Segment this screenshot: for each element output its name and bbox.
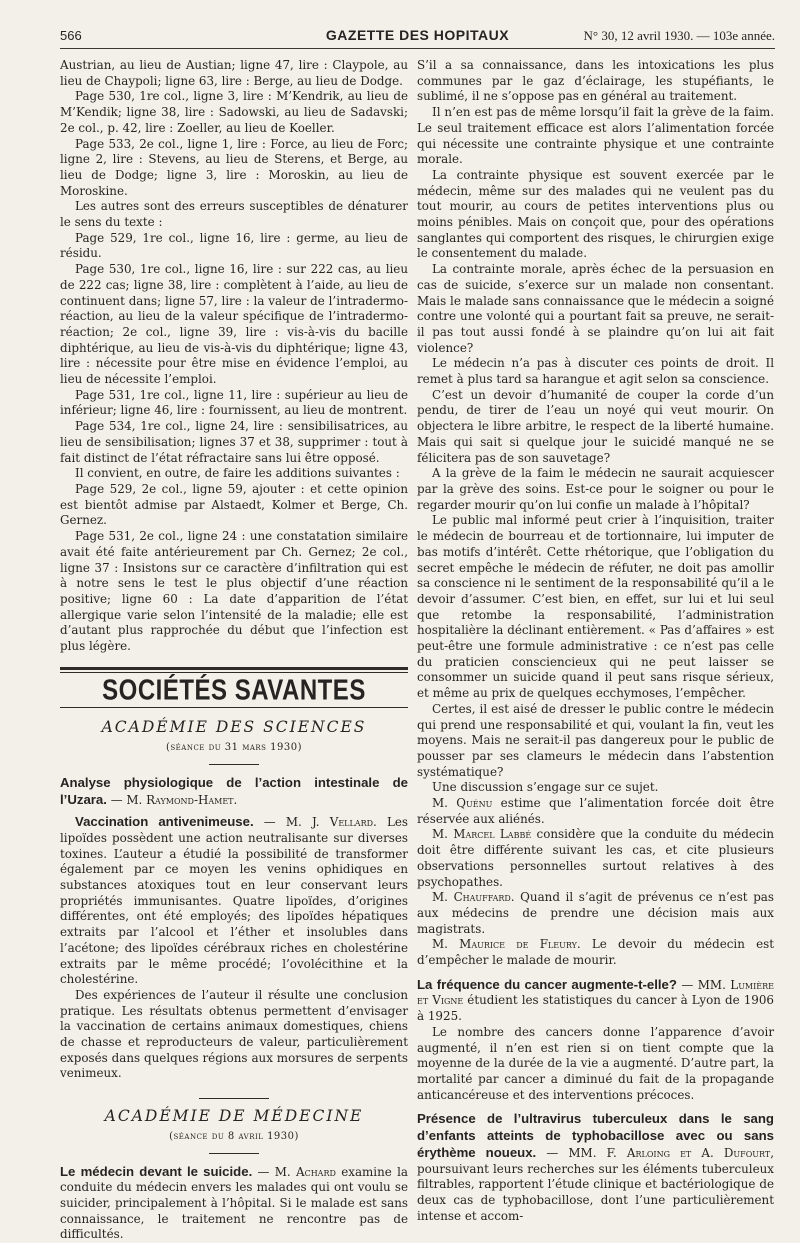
academy-medicine-title: ACADÉMIE DE MÉDECINE: [104, 1107, 364, 1126]
section-rule-top: [60, 667, 408, 673]
paragraph-text: Les autres sont des erreurs susceptibles de dénaturer le sens du texte :: [60, 199, 408, 230]
academy-sciences-title: ACADÉMIE DES SCIENCES: [101, 718, 367, 737]
right_column-paragraph: [417, 58, 774, 105]
right_column-paragraph: [417, 262, 774, 356]
journal-title: GAZETTE DES HOPITAUX: [325, 27, 510, 43]
short-rule: [209, 1153, 259, 1154]
article-vaccination-title: Vaccination antivenimeuse.: [75, 814, 254, 830]
paragraph-text: Page 529, 2e col., ligne 59, ajouter : et cette opinion est bientôt admise par Alstaedt, Kolmer et Berge, Ch. Gernez.: [60, 481, 408, 528]
left_column-paragraph: [60, 89, 408, 136]
left_column-paragraph: [60, 388, 408, 419]
paragraph-text: Page 530, 1re col., ligne 3, lire : M’Kendrik, au lieu de M’Kendik; ligne 38, lire : Sadowski, au lieu de Sadavski; 2e col., p. 42, lire : Zoeller, au lieu de Koeller.: [60, 89, 408, 135]
left_column-paragraph: [60, 529, 408, 655]
short-rule: [199, 1098, 269, 1099]
paragraph-text: A la grève de la faim le médecin ne saurait acquiescer par la grève des soins. Est-ce pour le soigner ou pour le regarder mourir qu’on lui confie un malade à l’hôpital?: [417, 466, 774, 512]
article-cancer-title: La fréquence du cancer augmente-t-elle?: [417, 976, 677, 992]
left_column-paragraph: [60, 482, 408, 529]
running-head: [60, 24, 775, 49]
paragraph-text: C’est un devoir d’humanité de couper la corde d’un pendu, de tirer de l’eau un noyé qui veut mourir. On objectera le libre arbitre, le respect de la liberté humaine. Mais qui sait si quelque jour le suicidé manqué ne se félicitera pas de son sauvetage?: [417, 387, 774, 465]
left_column-paragraph: [60, 231, 408, 262]
short-rule: [209, 764, 259, 765]
speaker-name: M. Marcel Labbé: [432, 827, 532, 842]
article-suicide-text: examine la conduite du médecin envers les malades qui ont voulu se suicider, principalement à l’hôpital. Si le malade est sans connaissance, le traitement ne rencontre pas de difficultés.: [60, 1164, 408, 1242]
right_column-paragraph: [417, 168, 774, 262]
speaker-name: M. Quénu: [432, 796, 493, 811]
speaker-name: M. Chauffard.: [432, 890, 515, 905]
article-uzara: [60, 775, 408, 808]
paragraph-text: Le médecin n’a pas à discuter ces points de droit. Il remet à plus tard sa harangue et agit selon sa conscience.: [417, 356, 774, 387]
right_column-paragraph: [417, 356, 774, 387]
paragraph-text: Page 533, 2e col., ligne 1, lire : Force, au lieu de Forc; ligne 2, lire : Stevens, au lieu de Sterens, et Berge, au lieu de Dodge; ligne 3, lire : Moroskin, au lieu de Moroskine.: [60, 136, 408, 198]
article-suicide-author: — M. Achard: [257, 1164, 336, 1179]
left_column-paragraph: [60, 137, 408, 200]
article-ultravirus: [417, 1111, 774, 1224]
article-suicide: [60, 1164, 408, 1243]
paragraph-text: Austrian, au lieu de Austian; ligne 47, lire : Claypole, au lieu de Chaypoli; ligne 63, lire : Berge, au lieu de Dodge.: [60, 58, 408, 88]
right_column-paragraph: [417, 890, 774, 937]
article-ultravirus-text: poursuivant leurs recherches sur les éléments tuberculeux filtrables, rapportent l’étude clinique et bactériologique de deux cas de typhobacillose, dont l’une particulièrement intense et accom-: [417, 1161, 774, 1223]
article-vaccination: [60, 814, 408, 988]
paragraph-text: estime que l’alimentation forcée doit être réservée aux aliénés.: [417, 796, 774, 826]
paragraph-text: Il convient, en outre, de faire les additions suivantes :: [75, 466, 400, 481]
left_column-paragraph: [60, 199, 408, 230]
academy-sciences-seance: (séance du 31 mars 1930): [165, 742, 303, 754]
left-column: [60, 58, 408, 1243]
section-rule-bottom: [60, 707, 408, 708]
article-vaccination-conclusion: Des expériences de l’auteur il résulte une conclusion pratique. Les résultats obtenus permettent d’envisager la vaccination de certains animaux domestiques, chiens de chasse et reproducteurs de valeur, particulièrement exposés dans quelques régions aux morsures de serpents venimeux.: [60, 987, 408, 1081]
paragraph-text: Il n’en est pas de même lorsqu’il fait la grève de la faim. Le seul traitement efficace est alors l’alimentation forcée qui nécessite une contrainte physique et une contrainte morale.: [417, 105, 774, 167]
article-cancer: [417, 977, 774, 1025]
right_column-paragraph: [417, 388, 774, 467]
left_column-paragraph: [60, 262, 408, 388]
right_column-paragraph: [417, 937, 774, 968]
paragraph-text: Une discussion s’engage sur ce sujet.: [432, 780, 659, 795]
speaker-name: M. Maurice de Fleury.: [432, 937, 581, 952]
paragraph-text: La contrainte physique est souvent exercée par le médecin, même sur des malades qui ne veulent pas du tout mourir, au cours de petites interventions plus ou moins pénibles. Mais on conçoit que, pour des opérations sanglantes qui comportent des risques, le chirurgien exige le consentement du malade.: [417, 167, 774, 261]
right_column-paragraph: [417, 466, 774, 513]
paragraph-text: Certes, il est aisé de dresser le public contre le médecin qui prend une responsabilité et qui, voulant la fin, veut les moyens. Mais ne serait-il pas dangereux pour le public de pousser par ses clameurs le médecin dans l’abstention systématique?: [417, 701, 774, 779]
paragraph-text: S’il a sa connaissance, dans les intoxications les plus communes par le gaz d’éclairage, les stupéfiants, le sublimé, il ne s’oppose pas en général au traitement.: [417, 58, 774, 104]
right_column-paragraph: [417, 702, 774, 781]
article-vaccination-text: Les lipoïdes possèdent une action neutralisante sur diverses toxines. L’auteur a étudié la possibilité de transformer également par ce moyen les venins ophidiques en substances atoxiques tout en leur conservant leurs propriétés immunisantes. Quatre lipoïdes, d’origines différentes, ont été employés; des lipoïdes hépatiques extraits par l’alcool et l’éther et insolubles dans l’acétone; des lipoïdes cérébraux riches en cholestérine extraits par le même procédé; l’ovolécithine et la cholestérine.: [60, 815, 409, 987]
page-number: 566: [60, 28, 82, 43]
right_column-paragraph: [417, 827, 774, 890]
article-ultravirus-title: Présence de l’ultravirus tuberculeux dans le sang d’enfants atteints de typhobacillose avec ou sans érythème noueux.: [417, 1111, 774, 1160]
paragraph-text: Page 531, 2e col., ligne 24 : une constatation similaire avait été faite antérieurement par Ch. Gernez; 2e col., ligne 37 : Insistons sur ce caractère d’infiltration qui est à notre sens le test le plus objectif d’une réaction positive; ligne 60 : La date d’apparition de l’état allergique varie selon l’intensité de la maladie; elle est d’autant plus rapprochée du début que l’infection est plus légère.: [60, 529, 408, 654]
article-uzara-title: Analyse physiologique de l’action intestinale de l’Uzara.: [60, 774, 408, 807]
academy-medicine-seance: (séance du 8 avril 1930): [169, 1130, 299, 1142]
article-cancer-more: Le nombre des cancers donne l’apparence d’avoir augmenté, il n’en est rien si on tient compte que la moyenne de la durée de la vie a augmenté. D’autre part, la mortalité par cancer a diminué du fait de la propagande anticancéreuse et des interventions précoces.: [417, 1024, 774, 1102]
right_column-paragraph: [417, 780, 774, 796]
left_column-paragraph: [60, 419, 408, 466]
article-uzara-author: — M. Raymond-Hamet.: [110, 792, 238, 807]
article-vaccination-author: — M. J. Vellard.: [263, 815, 377, 830]
article-ultravirus-authors: — MM. F. Arloing et A. Dufourt,: [546, 1145, 775, 1160]
paragraph-text: Quand il s’agit de prévenus ce n’est pas aux médecins de prendre une décision mais aux magistrats.: [417, 890, 774, 936]
article-cancer-authors: — MM. Lumière et Vigne: [417, 977, 774, 1008]
right-column: [417, 58, 774, 1224]
issue-info: N° 30, 12 avril 1930. — 103e année.: [583, 28, 775, 43]
section-title: SOCIÉTÉS SAVANTES: [102, 674, 366, 707]
errata-paragraphs: [60, 58, 408, 655]
paragraph-text: La contrainte morale, après échec de la persuasion en cas de suicide, s’exerce sur un malade non consentant. Mais le malade sans connaissance que le médecin a soigné contre une volonté qui a pourtant fait sa preuve, ne serait-il pas tout aussi fondé à se plaindre qu’on lui ait fait violence?: [417, 262, 774, 355]
paragraph-text: Page 530, 1re col., ligne 16, lire : sur 222 cas, au lieu de 222 cas; ligne 38, lire : complètent à l’aide, au lieu de continuent dans; ligne 57, lire : la valeur de l’intradermo-réaction, au lieu de la valeur spécifique de l’intradermo-réaction; 2e col., ligne 39, lire : vis-à-vis du bacille diphtérique, au lieu de vis-à-vis du diphtérique; ligne 43, lire : nécessite pour être mise en évidence l’emploi, au lieu de nécessite l’emploi.: [60, 262, 408, 387]
paragraph-text: considère que la conduite du médecin doit être différente suivant les cas, et cite plusieurs observations personnelles surtout relatives à des psychopathes.: [417, 827, 774, 889]
right_column-paragraph: [417, 513, 774, 701]
paragraph-text: Page 529, 1re col., ligne 16, lire : germe, au lieu de résidu.: [60, 230, 408, 261]
paragraph-text: Le public mal informé peut crier à l’inquisition, traiter le médecin de bourreau et de tortionnaire, lui imputer de bas motifs d’intérêt. Cette rhétorique, que l’obligation du secret empêche le médecin de réfuter, ne doit pas amollir sa conscience ni le sentiment de la responsabilité qu’il a le devoir d’assumer. C’est bien, en effet, sur lui et lui seul que retombe la responsabilité, l’administration hospitalière la déclinant entièrement. « Pas d’affaires » est peut-être une formule administrative : ce n’est pas celle du praticien consciencieux qui ne peut laisser se consommer un suicide quand il peut sans risque sérieux, et même au prix de quelques ecchymoses, l’empêcher.: [417, 513, 774, 701]
societes-savantes-section: [60, 667, 408, 709]
article-suicide-title: Le médecin devant le suicide.: [60, 1163, 253, 1179]
suicide-discussion-paragraphs: [417, 58, 774, 969]
article-cancer-text: étudient les statistiques du cancer à Lyon de 1906 à 1925.: [417, 993, 774, 1024]
paragraph-text: Le devoir du médecin est d’empêcher le malade de mourir.: [417, 937, 774, 968]
right_column-paragraph: [417, 796, 774, 827]
paragraph-text: Page 534, 1re col., ligne 24, lire : sensibilisatrices, au lieu de sensibilisation; lignes 37 et 38, supprimer : tout à fait distinct de l’état réfractaire sans lui être opposé.: [60, 419, 408, 465]
left_column-paragraph: [60, 466, 408, 482]
left_column-paragraph: [60, 58, 408, 89]
paragraph-text: Page 531, 1re col., ligne 11, lire : supérieur au lieu de inférieur; ligne 46, lire : fournissent, au lieu de montrent.: [60, 387, 408, 418]
right_column-paragraph: [417, 105, 774, 168]
